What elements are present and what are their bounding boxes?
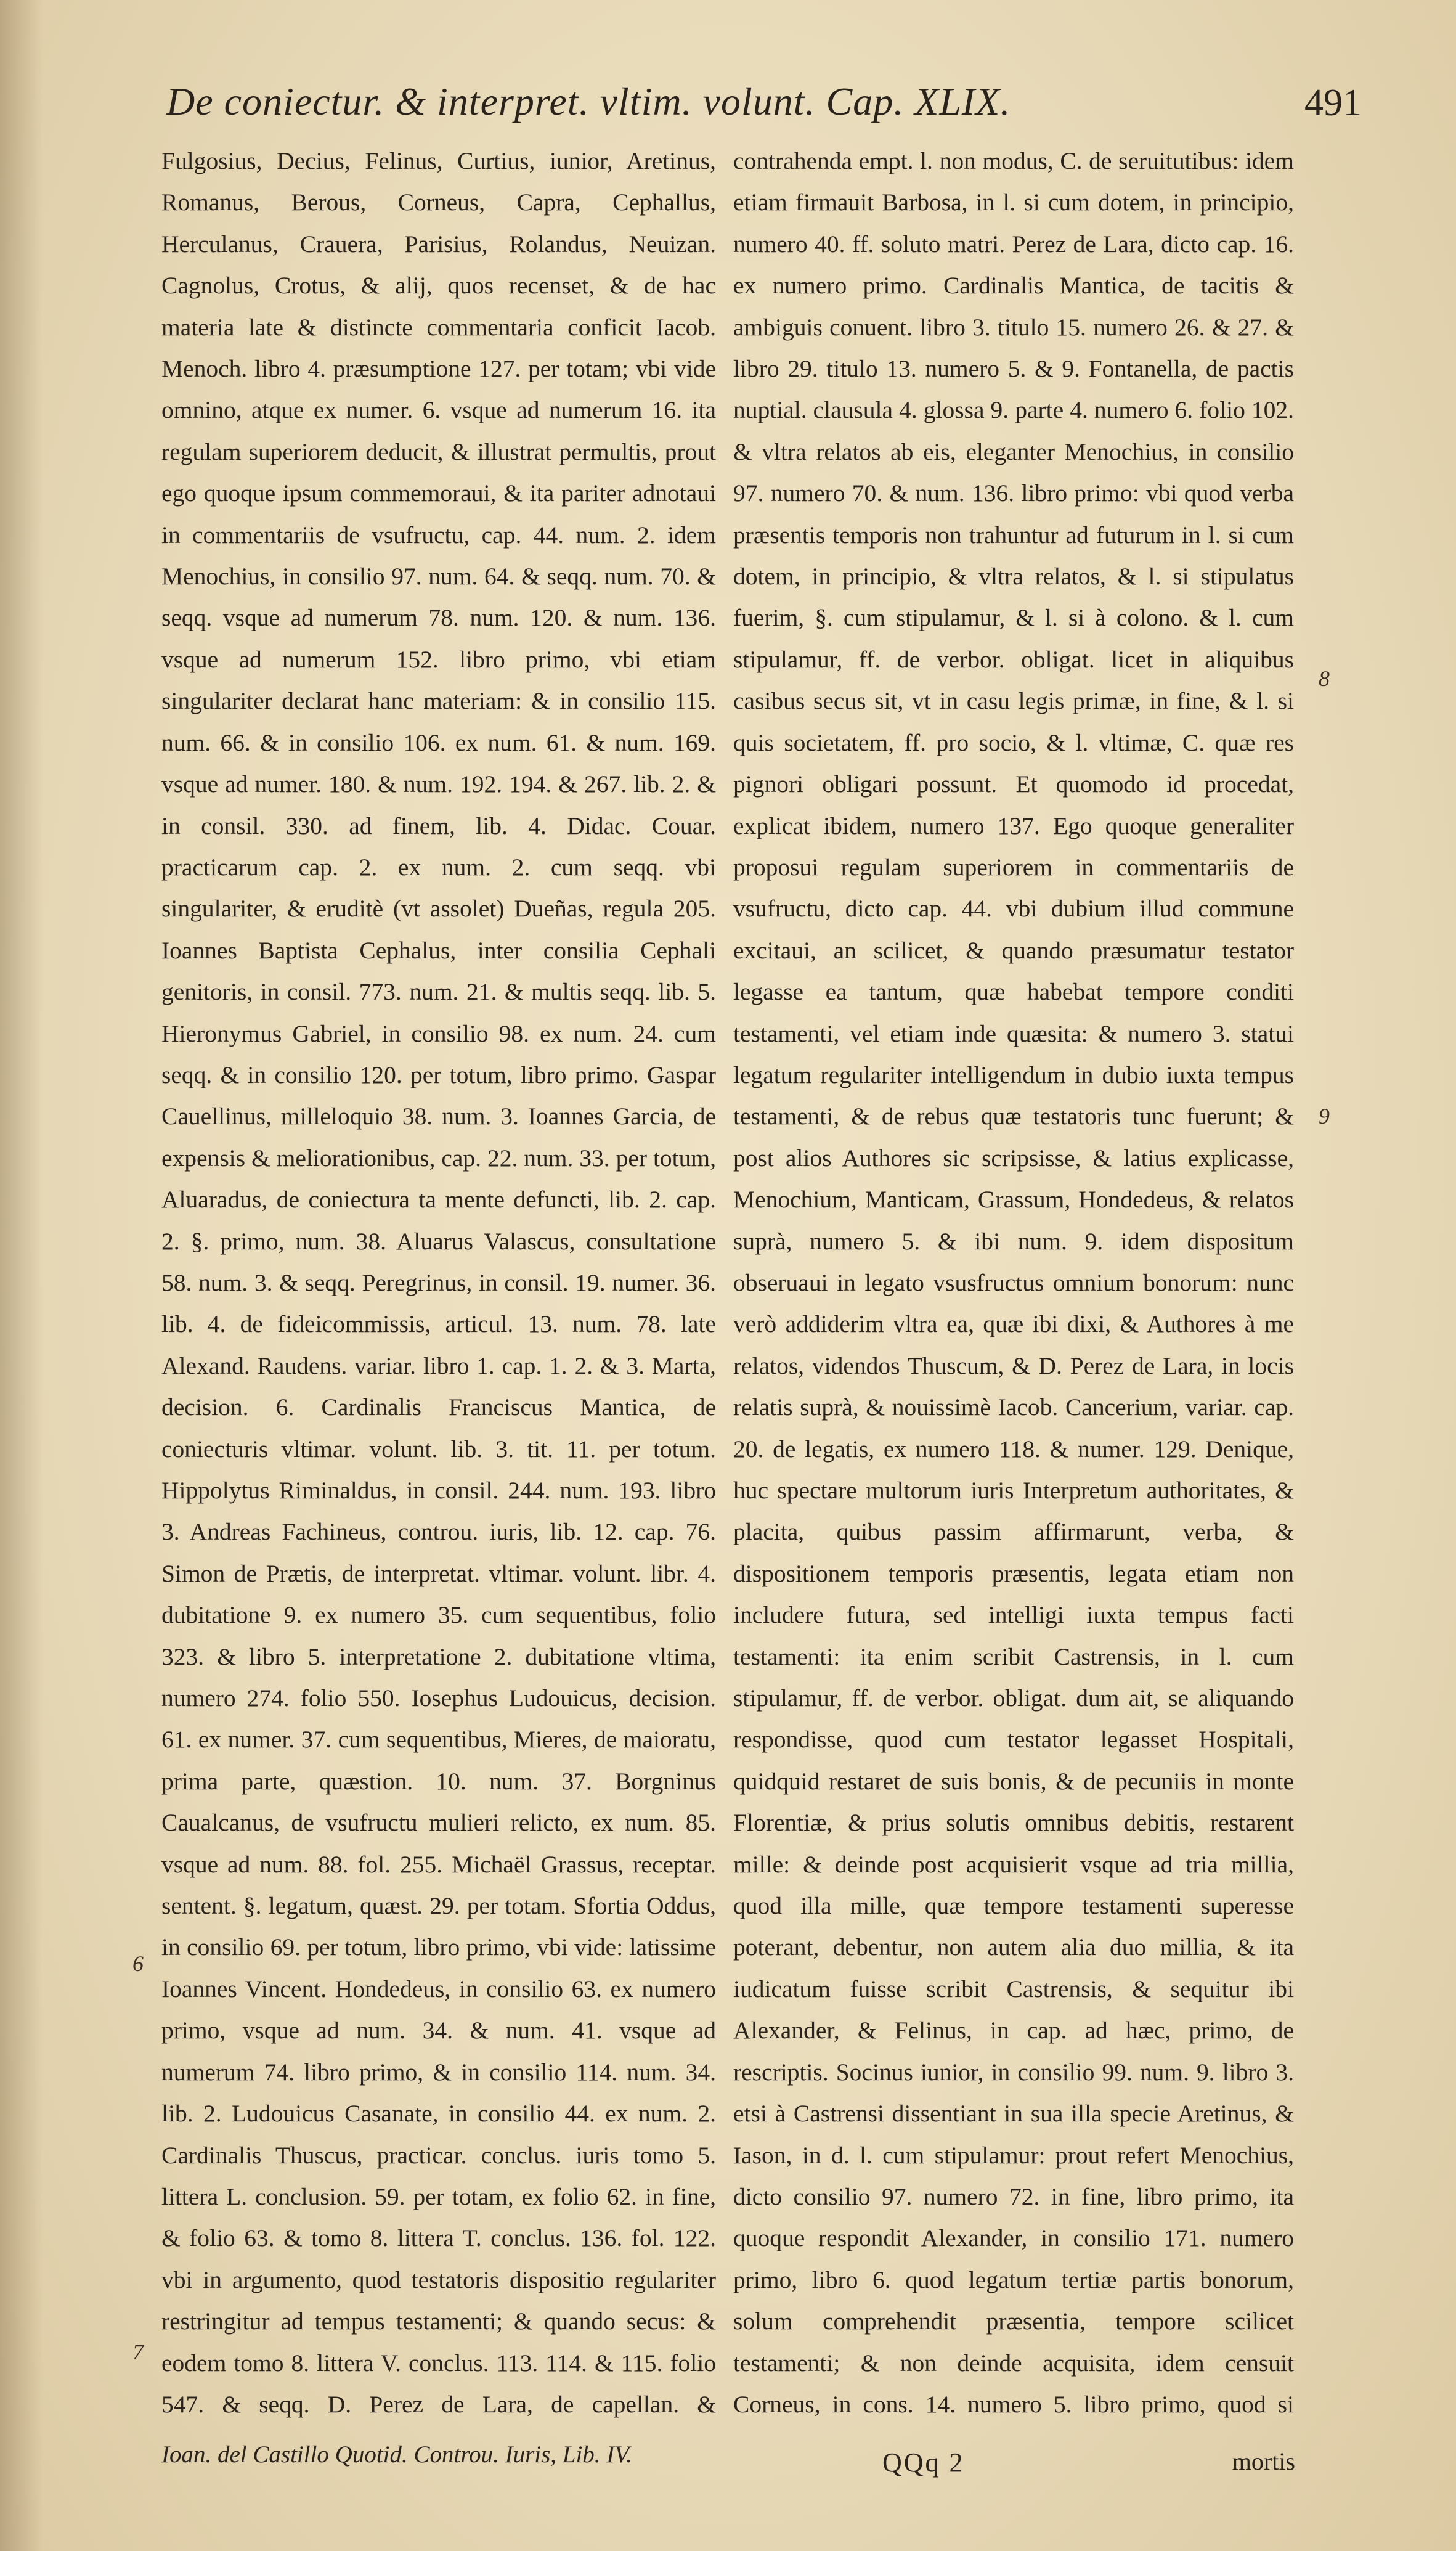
- page-number: 491: [1304, 82, 1362, 124]
- catchword: mortis: [1232, 2447, 1295, 2475]
- right-column-text: contrahenda empt. l. non modus, C. de seruitutibus: idem etiam firmauit Barbosa, in l. si cum dotem, in principio, numero 40. ff. soluto matri. Perez de Lara, dicto cap. 16. ex numero primo. Cardinalis Mantica, de tacitis & ambiguis conuent. libro 3. titulo 15. numero 26. & 27. & libro 29. titulo 13. numero 5. & 9. Fontanella, de pactis nuptial. clausula 4. glossa 9. parte 4. numero 6. folio 102. & vltra relatos ab eis, eleganter Menochius, in consilio 97. numero 70. & num. 136. libro primo: vbi quod verba præsentis temporis non trahuntur ad futurum in l. si cum dotem, in principio, & vltra relatos, & l. si stipulatus fuerim, §. cum stipulamur, & l. si à colono. & l. cum stipulamur, ff. de verbor. obligat. licet in aliquibus casibus secus sit, vt in casu legis primæ, in fine, & l. si quis societatem, ff. pro socio, & l. vltimæ, C. quæ res pignori obligari possunt. Et quomodo id procedat, explicat ibidem, numero 137. Ego quoque generaliter proposui regulam superiorem in commentariis de vsufructu, dicto cap. 44. vbi dubium illud commune excitaui, an scilicet, & quando præsumatur testator legasse ea tantum, quæ habebat tempore conditi testamenti, vel etiam inde quæsita: & numero 3. statui legatum regulariter intelligendum in dubio iuxta tempus testamenti, & de rebus quæ testatoris tunc fuerunt; & post alios Authores sic scripsisse, & latius explicasse, Menochium, Manticam, Grassum, Hondedeus, & relatos suprà, numero 5. & ibi num. 9. idem dispositum obseruaui in legato vsusfructus omnium bonorum: nunc verò addiderim vltra ea, quæ ibi dixi, & Authores à me relatos, videndos Thuscum, & D. Perez de Lara, in locis relatis suprà, & nouissimè Iacob. Cancerium, variar. cap. 20. de legatis, ex numero 118. & numer. 129. Denique, huc spectare multorum iuris Interpretum authoritates, & placita, quibus passim affirmarunt, verba, & dispositionem temporis præsentis, legata etiam non includere futura, sed intelligi iuxta tempus facti testamenti: ita enim scribit Castrensis, in l. cum stipulamur, ff. de verbor. obligat. dum ait, se aliquando respondisse, quod cum testator legasset Hospitali, quidquid restaret de suis bonis, & de pecuniis in monte Florentiæ, & prius solutis omnibus debitis, restarent mille: & deinde post acquisierit vsque ad tria millia, quod illa mille, quæ tempore testamenti superesse poterant, debentur, non autem alia duo millia, & ita iudicatum fuisse scribit Castrensis, & sequitur ibi Alexander, & Felinus, in cap. ad hæc, primo, de rescriptis. Socinus iunior, in consilio 99. num. 9. libro 3. etsi à Castrensi dissentiant in sua illa specie Aretinus, & Iason, in d. l. cum stipulamur: prout refert Menochius, dicto consilio 97. numero 72. in fine, libro primo, ita quoque respondit Alexander, in consilio 171. numero primo, libro 6. quod legatum tertiæ partis bonorum, solum comprehendit præsentia, tempore scilicet testamenti; & non deinde acquisita, idem censuit Corneus, in cons. 14. numero 5. libro primo, quod si: [733, 147, 1294, 2418]
- running-head: De coniectur. & interpret. vltim. volunt. Cap. XLIX.: [166, 80, 1011, 123]
- page-header: [166, 73, 1362, 141]
- margin-note-8: 8: [1319, 666, 1330, 691]
- signature-mark: QQq 2: [882, 2447, 965, 2478]
- book-title-footer: Ioan. del Castillo Quotid. Controu. Iuris, Lib. IV.: [161, 2441, 632, 2468]
- left-column: [161, 141, 716, 2433]
- left-column-text: Fulgosius, Decius, Felinus, Curtius, iunior, Aretinus, Romanus, Berous, Corneus, Capra, Cephallus, Herculanus, Crauera, Parisius, Rolandus, Neuizan. Cagnolus, Crotus, & alij, quos recenset, & de hac materia late & distincte commentaria conficit Iacob. Menoch. libro 4. præsumptione 127. per totam; vbi vide omnino, atque ex numer. 6. vsque ad numerum 16. ita regulam superiorem deducit, & illustrat permultis, prout ego quoque ipsum commemoraui, & ita pariter adnotaui in commentariis de vsufructu, cap. 44. num. 2. idem Menochius, in consilio 97. num. 64. & seqq. num. 70. & seqq. vsque ad numerum 78. num. 120. & num. 136. vsque ad numerum 152. libro primo, vbi etiam singulariter declarat hanc materiam: & in consilio 115. num. 66. & in consilio 106. ex num. 61. & num. 169. vsque ad numer. 180. & num. 192. 194. & 267. lib. 2. & in consil. 330. ad finem, lib. 4. Didac. Couar. practicarum cap. 2. ex num. 2. cum seqq. vbi singulariter, & eruditè (vt assolet) Dueñas, regula 205. Ioannes Baptista Cephalus, inter consilia Cephali genitoris, in consil. 773. num. 21. & multis seqq. lib. 5. Hieronymus Gabriel, in consilio 98. ex num. 24. cum seqq. & in consilio 120. per totum, libro primo. Gaspar Cauellinus, milleloquio 38. num. 3. Ioannes Garcia, de expensis & meliorationibus, cap. 22. num. 33. per totum, Aluaradus, de coniectura ta mente defuncti, lib. 2. cap. 2. §. primo, num. 38. Aluarus Valascus, consultatione 58. num. 3. & seqq. Peregrinus, in consil. 19. numer. 36. lib. 4. de fideicommissis, articul. 13. num. 78. late Alexand. Raudens. variar. libro 1. cap. 1. 2. & 3. Marta, decision. 6. Cardinalis Franciscus Mantica, de coniecturis vltimar. volunt. lib. 3. tit. 11. per totum. Hippolytus Riminaldus, in consil. 244. num. 193. libro 3. Andreas Fachineus, controu. iuris, lib. 12. cap. 76. Simon de Prætis, de interpretat. vltimar. volunt. libr. 4. dubitatione 9. ex numero 35. cum sequentibus, folio 323. & libro 5. interpretatione 2. dubitatione vltima, numero 274. folio 550. Iosephus Ludouicus, decision. 61. ex numer. 37. cum sequentibus, Mieres, de maioratu, prima parte, quæstion. 10. num. 37. Borgninus Caualcanus, de vsufructu mulieri relicto, ex num. 85. vsque ad num. 88. fol. 255. Michaël Grassus, receptar. sentent. §. legatum, quæst. 29. per totam. Sfortia Oddus, in consilio 69. per totum, libro primo, vbi vide: latissime Ioannes Vincent. Hondedeus, in consilio 63. ex numero primo, vsque ad num. 34. & num. 41. vsque ad numerum 74. libro primo, & in consilio 114. num. 34. lib. 2. Ludouicus Casanate, in consilio 44. ex num. 2. Cardinalis Thuscus, practicar. conclus. iuris tomo 5. littera L. conclusion. 59. per totam, ex folio 62. in fine, & folio 63. & tomo 8. littera T. conclus. 136. fol. 122. vbi in argumento, quod testatoris dispositio regulariter restringitur ad tempus testamenti; & quando secus: & eodem tomo 8. littera V. conclus. 113. 114. & 115. folio 547. & seqq. D. Perez de Lara, de capellan. &: [161, 147, 716, 2418]
- page-footer: [161, 2441, 1295, 2496]
- margin-note-9: 9: [1319, 1104, 1330, 1129]
- margin-note-6: 6: [132, 1951, 144, 1976]
- margin-note-7: 7: [132, 2340, 144, 2364]
- right-column: [733, 141, 1294, 2433]
